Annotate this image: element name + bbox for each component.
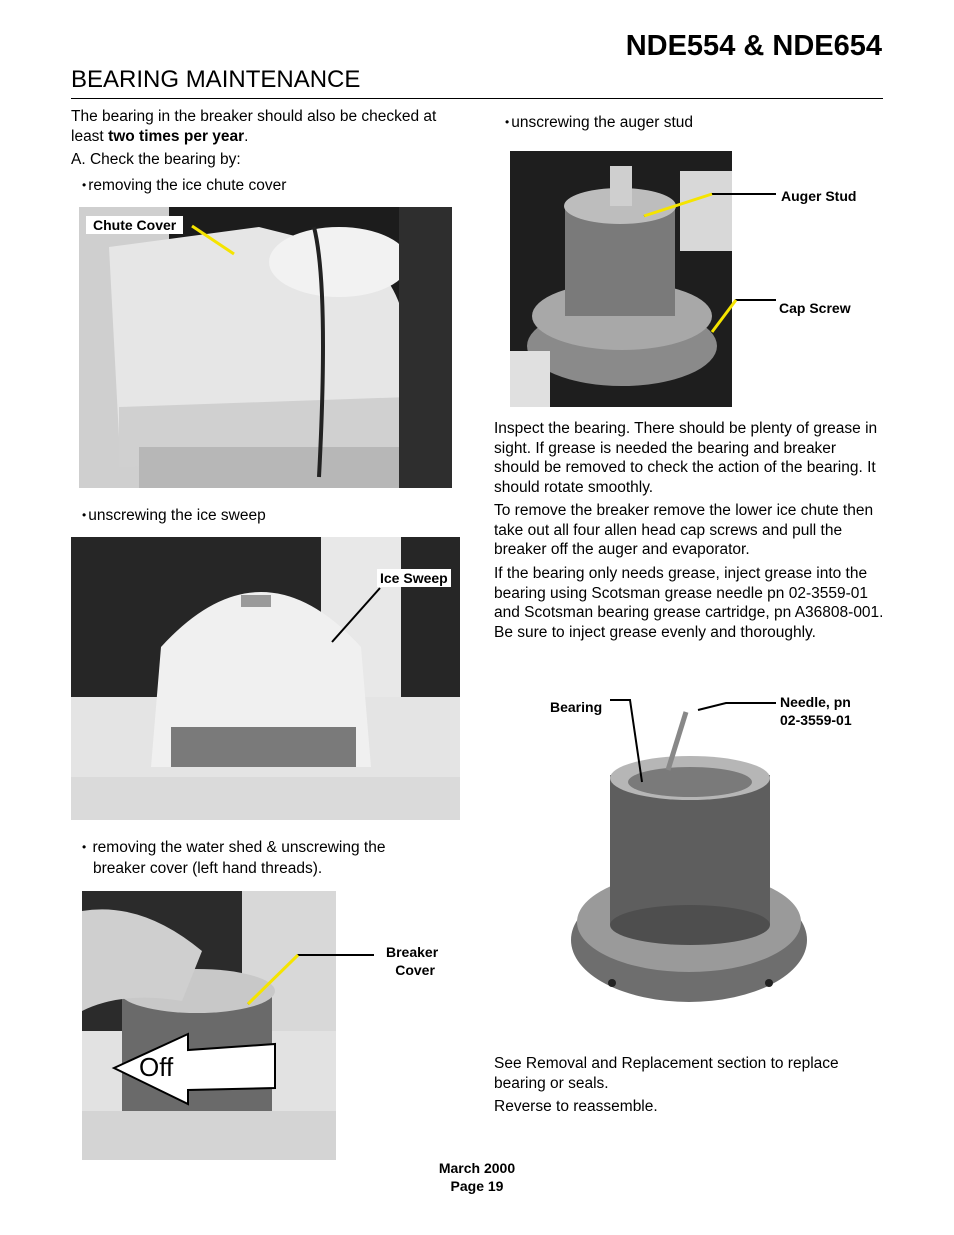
needle-label-line2: 02-3559-01 <box>780 712 852 728</box>
bearing-label: Bearing <box>550 699 603 715</box>
inspect-paragraph: Inspect the bearing. There should be plenty of grease in sight. If grease is needed the bearing and breaker should be removed to check the action of the bearing. It should rotate smoothly. <box>494 420 878 496</box>
intro-text: The bearing in the breaker should also be checked at least <box>71 108 437 145</box>
cap-screw-label: Cap Screw <box>779 300 851 316</box>
page-footer <box>0 1159 954 1195</box>
bearing-needle-photo <box>568 700 810 1006</box>
auger-stud-callout-line <box>640 186 778 222</box>
bullet-breaker-cover-text-2: breaker cover (left hand threads). <box>93 859 323 877</box>
bullet-breaker-cover-text-1: removing the water shed & unscrewing the <box>92 839 386 856</box>
header-rule <box>71 98 883 99</box>
bullet-breaker-cover <box>82 838 442 878</box>
breaker-cover-label-line1: Breaker <box>386 944 439 960</box>
bearing-callout-line <box>608 696 648 786</box>
needle-label-line1: Needle, pn <box>780 694 851 710</box>
needle-callout-line <box>696 700 778 714</box>
cap-screw-callout-line <box>708 296 778 336</box>
off-arrow-label: Off <box>139 1052 174 1082</box>
footer-page-number: Page 19 <box>450 1178 504 1194</box>
off-direction-arrow-icon <box>110 1030 280 1108</box>
bullet-chute-cover-text: removing the ice chute cover <box>88 177 287 194</box>
chute-cover-label: Chute Cover <box>86 216 183 234</box>
chute-cover-photo <box>79 207 452 488</box>
breaker-cover-label-line2: Cover <box>395 962 435 978</box>
bullet-chute-cover <box>82 176 286 197</box>
reverse-paragraph: Reverse to reassemble. <box>494 1098 658 1115</box>
intro-paragraph <box>71 107 471 146</box>
see-removal-paragraph: See Removal and Replacement section to replace bearing or seals. <box>494 1055 839 1092</box>
bullet-ice-sweep-text: unscrewing the ice sweep <box>88 507 266 524</box>
bullet-auger-stud-text: unscrewing the auger stud <box>511 114 694 131</box>
chute-cover-callout-line <box>190 222 240 258</box>
section-title: BEARING MAINTENANCE <box>71 66 361 93</box>
document-model-title: NDE554 & NDE654 <box>625 30 882 62</box>
remove-breaker-paragraph: To remove the breaker remove the lower ice chute then take out all four allen head cap screws and pull the breaker off the auger and evaporator. <box>494 502 874 559</box>
intro-emphasis: two times per year <box>108 127 245 145</box>
ice-sweep-label: Ice Sweep <box>377 569 451 587</box>
grease-paragraph: If the bearing only needs grease, inject grease into the bearing using Scotsman grease needle pn 02-3559-01 and Scotsman bearing grease cartridge, pn A36808-001. Be sure to inject grease evenly and thoroughly. <box>494 565 884 641</box>
breaker-cover-photo <box>82 891 336 1160</box>
bullet-auger-stud <box>505 113 693 134</box>
ice-sweep-callout-line <box>328 586 384 646</box>
intro-suffix: . <box>244 127 249 145</box>
bullet-ice-sweep <box>82 506 266 527</box>
step-a-text: A. Check the bearing by: <box>71 151 241 168</box>
needle-label <box>780 693 852 729</box>
breaker-cover-label <box>386 943 438 979</box>
breaker-cover-callout-line <box>244 950 376 1008</box>
auger-stud-label: Auger Stud <box>781 188 857 204</box>
footer-date: March 2000 <box>438 1160 516 1176</box>
